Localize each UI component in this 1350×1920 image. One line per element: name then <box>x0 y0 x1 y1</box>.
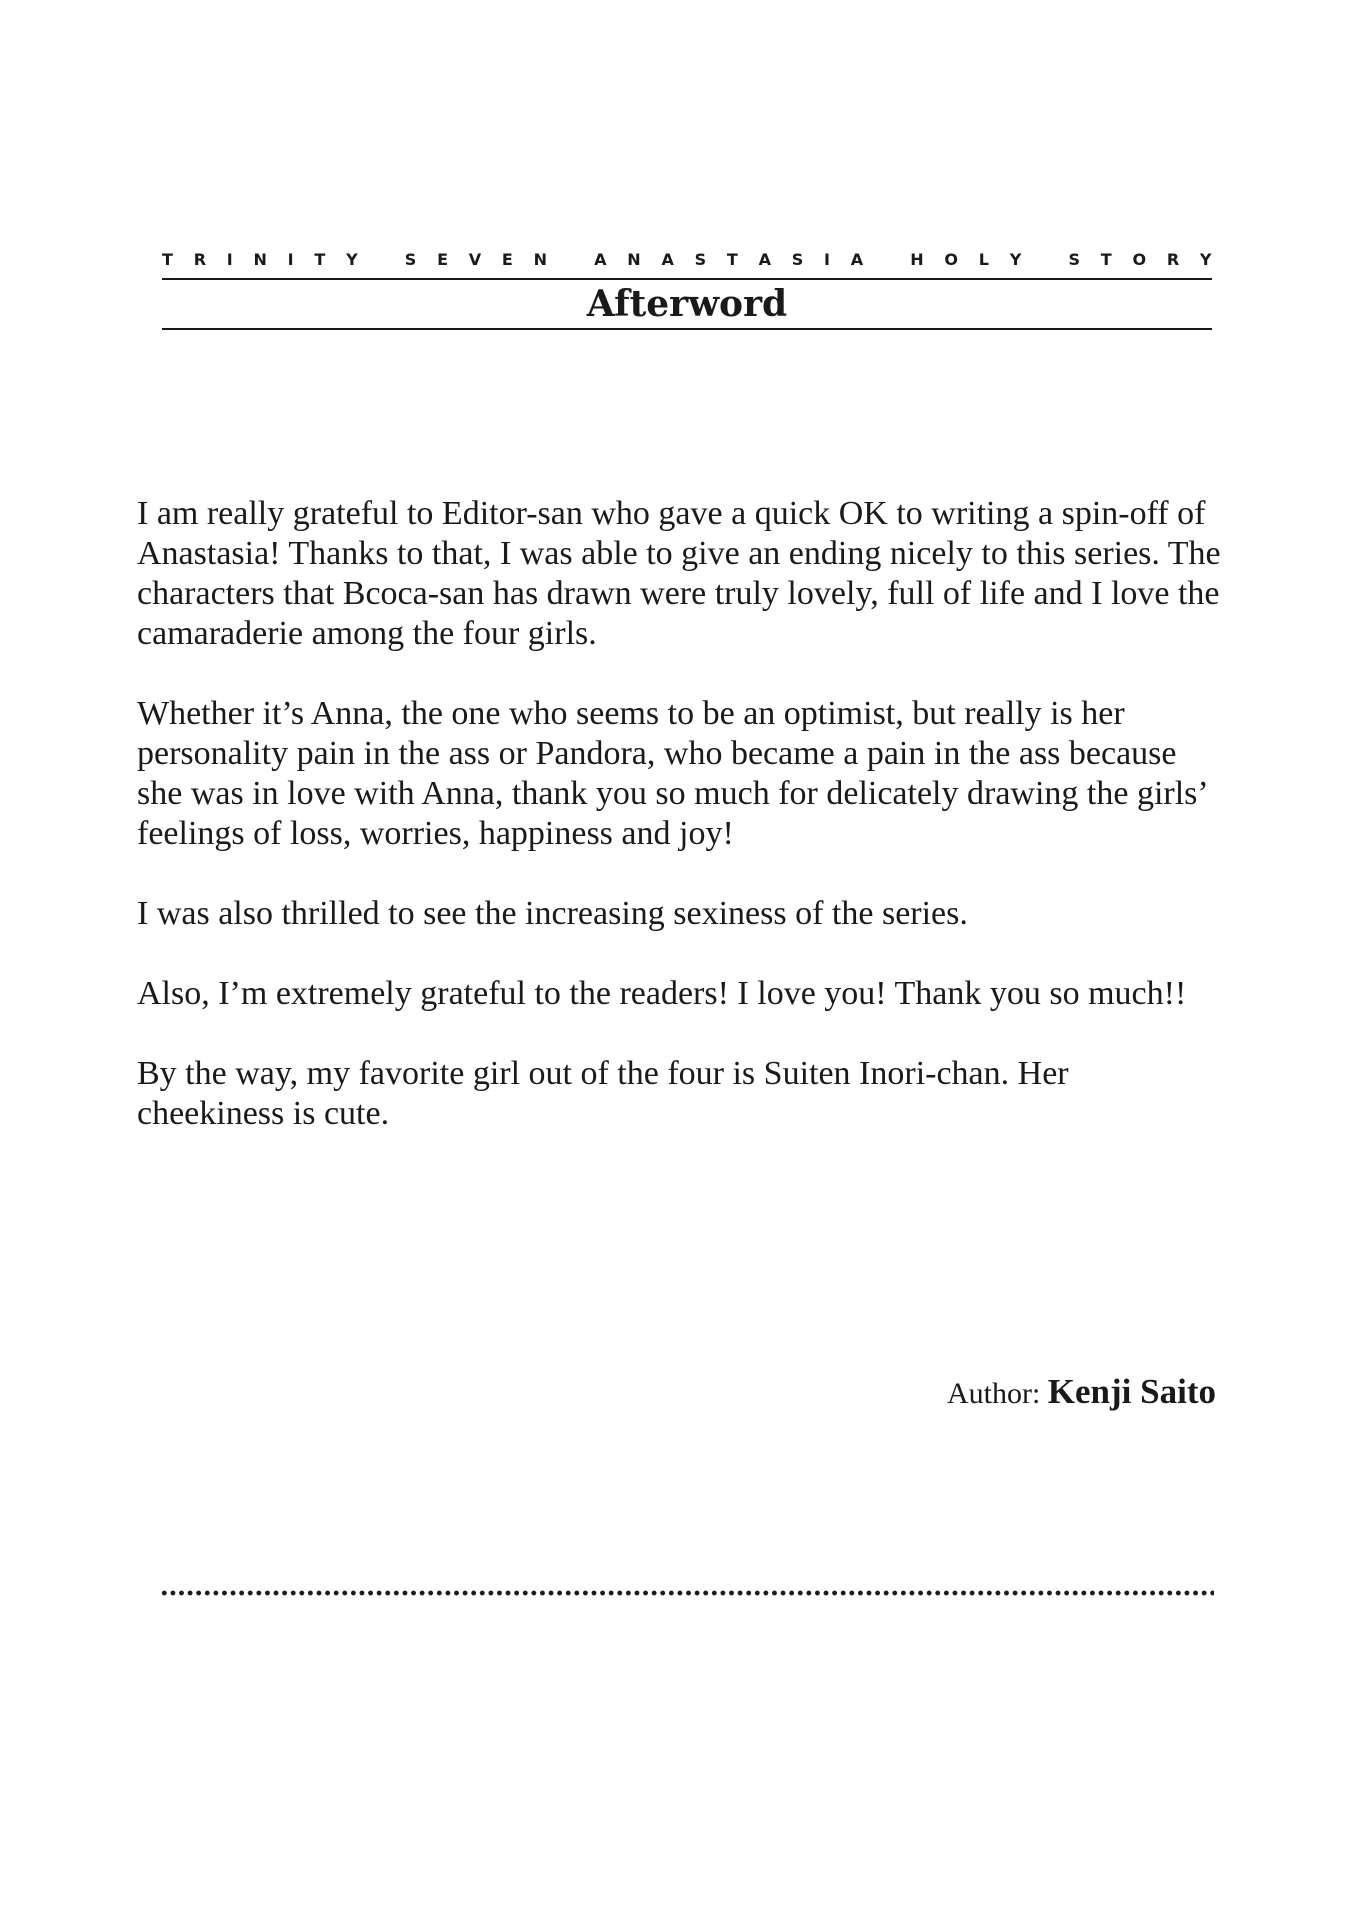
page-header <box>162 248 1212 330</box>
series-title-letter: T <box>314 250 326 269</box>
series-title <box>162 248 1212 272</box>
series-title-letter: R <box>1166 250 1180 269</box>
series-title-letter: N <box>627 250 641 269</box>
author-label: Author: <box>946 1377 1048 1410</box>
paragraph: Whether it’s Anna, the one who seems to be an optimist, but really is her personality pain in the ass or Pandora, who became a pain in the ass because she was in love with Anna, thank you so much for delicately drawing the girls’ feelings of loss, worries, happiness and joy! <box>137 695 1207 852</box>
series-title-space <box>568 248 574 272</box>
series-title-letter: T <box>162 250 173 269</box>
series-title-letter: L <box>978 250 989 269</box>
series-title-space <box>1042 248 1048 272</box>
series-title-letter: O <box>1132 250 1147 269</box>
series-title-space <box>378 248 384 272</box>
section-title: Afterword <box>586 283 788 325</box>
series-title-letter: I <box>824 250 830 269</box>
series-title-letter: N <box>253 250 267 269</box>
series-title-letter: S <box>791 250 804 269</box>
series-title-letter: S <box>694 250 707 269</box>
series-title-space <box>884 248 890 272</box>
paragraph: By the way, my favorite girl out of the four is Suiten Inori-chan. Her cheekiness is cute. <box>137 1055 1069 1132</box>
series-title-letter: S <box>404 250 417 269</box>
afterword-body <box>137 494 1222 1174</box>
series-title-letter: H <box>910 250 924 269</box>
series-title-letter: T <box>726 250 738 269</box>
series-title-letter: Y <box>1009 250 1022 269</box>
series-title-letter: V <box>468 250 482 269</box>
paragraph: I am really grateful to Editor-san who gave a quick OK to writing a spin-off of Anastasia! Thanks to that, I was able to give an ending nicely to this series. The characters that Bcoca-san has drawn were truly lovely, full of life and I love the camaraderie among the four girls. <box>137 495 1221 652</box>
author-name: Kenji Saito <box>1047 1372 1216 1411</box>
series-title-letter: A <box>661 250 674 269</box>
series-title-letter: E <box>437 250 448 269</box>
header-bottom-rule <box>162 328 1212 330</box>
series-title-letter: Y <box>346 250 358 269</box>
series-title-letter: A <box>850 250 864 269</box>
paragraph: I was also thrilled to see the increasing sexiness of the series. <box>137 895 968 932</box>
series-title-letter: I <box>226 250 233 269</box>
series-title-letter: T <box>1100 250 1112 269</box>
series-title-letter: A <box>758 250 771 269</box>
series-title-letter: O <box>944 250 959 269</box>
series-title-letter: N <box>533 250 548 269</box>
dotted-divider <box>160 1588 1214 1598</box>
paragraph: Also, I’m extremely grateful to the readers! I love you! Thank you so much!! <box>137 975 1187 1012</box>
series-title-letter: E <box>501 250 513 269</box>
series-title-letter: Y <box>1199 250 1212 269</box>
series-title-letter: S <box>1068 250 1080 269</box>
series-title-letter: R <box>193 250 207 269</box>
series-title-letter: A <box>594 250 607 269</box>
author-signature <box>947 1372 1216 1412</box>
series-title-letter: I <box>287 250 294 269</box>
